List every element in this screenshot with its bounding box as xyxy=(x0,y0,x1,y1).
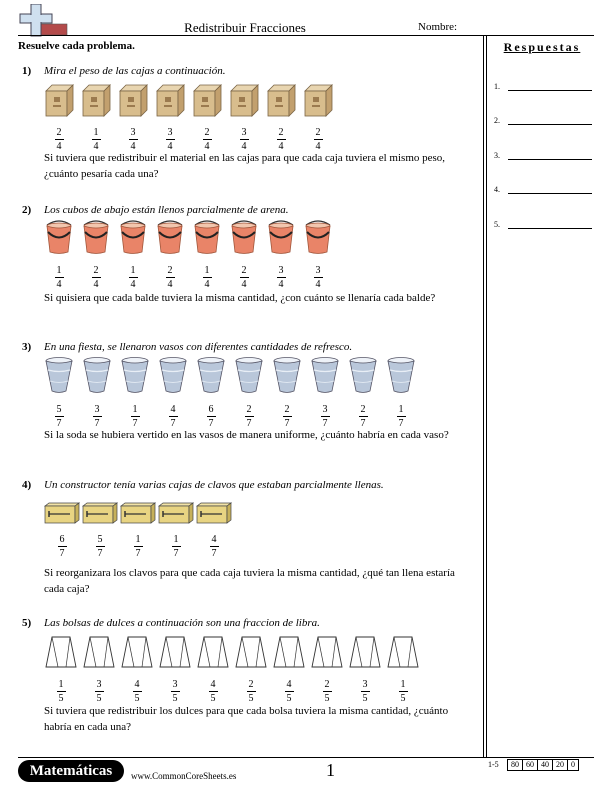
cup-icon xyxy=(82,356,112,399)
answer-label: 4. xyxy=(494,185,500,194)
bucket-icon xyxy=(266,219,296,260)
denominator: 7 xyxy=(173,548,179,559)
fraction-bar xyxy=(55,139,64,140)
fraction xyxy=(285,679,294,704)
numerator: 2 xyxy=(324,679,330,690)
cup-icon xyxy=(158,356,188,399)
numerator: 1 xyxy=(400,679,406,690)
denominator: 5 xyxy=(400,693,406,704)
item xyxy=(118,83,148,152)
numerator: 1 xyxy=(56,265,62,276)
item xyxy=(229,219,259,290)
fraction xyxy=(58,534,67,559)
numerator: 1 xyxy=(204,265,210,276)
item xyxy=(348,356,378,429)
denominator: 5 xyxy=(58,693,64,704)
denominator: 7 xyxy=(56,418,62,429)
answer-line-1[interactable] xyxy=(494,82,594,91)
problem-5-number: 5) xyxy=(22,617,32,629)
fraction xyxy=(55,265,64,290)
fraction-bar xyxy=(397,416,406,417)
cardboard-box-icon xyxy=(44,83,74,122)
item xyxy=(386,635,420,704)
item xyxy=(348,635,382,704)
item xyxy=(44,219,74,290)
cardboard-box-icon xyxy=(81,83,111,122)
item xyxy=(303,83,333,152)
numerator: 3 xyxy=(94,404,100,415)
denominator: 4 xyxy=(204,141,210,152)
fraction-bar xyxy=(134,546,143,547)
fraction xyxy=(166,265,175,290)
fraction xyxy=(129,127,138,152)
bucket-icon xyxy=(118,219,148,260)
fraction-bar xyxy=(55,416,64,417)
cup-icon xyxy=(386,356,416,399)
fraction-bar xyxy=(171,691,180,692)
numerator: 3 xyxy=(130,127,136,138)
fraction xyxy=(169,404,178,429)
item xyxy=(158,356,188,429)
numerator: 2 xyxy=(284,404,290,415)
cup-icon xyxy=(310,356,340,399)
candy-bag-icon xyxy=(310,635,344,674)
numerator: 2 xyxy=(93,265,99,276)
fraction xyxy=(171,679,180,704)
numerator: 2 xyxy=(246,404,252,415)
problem-5-question: Si tuviera que redistribuir los dulces para que cada bolsa tuviera la misma cantidad, ¿cuánto habría en cada una? xyxy=(44,705,449,733)
item xyxy=(155,219,185,290)
item xyxy=(196,635,230,704)
footer-divider xyxy=(18,757,594,758)
fraction-bar xyxy=(210,546,219,547)
fraction xyxy=(245,404,254,429)
answer-line-2[interactable] xyxy=(494,116,594,125)
denominator: 4 xyxy=(241,279,247,290)
fraction xyxy=(203,265,212,290)
fraction xyxy=(283,404,292,429)
item xyxy=(158,502,194,559)
fraction-bar xyxy=(96,546,105,547)
fraction-bar xyxy=(240,277,249,278)
item xyxy=(82,356,112,429)
fraction xyxy=(92,127,101,152)
nail-box-icon xyxy=(158,502,194,529)
numerator: 1 xyxy=(58,679,64,690)
fraction xyxy=(55,404,64,429)
answer-line-3[interactable] xyxy=(494,151,594,160)
subject-badge: Matemáticas xyxy=(18,760,124,782)
candy-bag-icon xyxy=(82,635,116,674)
problem-4-question: Si reorganizara los clavos para que cada caja tuviera la misma cantidad, ¿qué tan llena estaría cada caja? xyxy=(44,567,455,595)
denominator: 4 xyxy=(204,279,210,290)
numerator: 4 xyxy=(134,679,140,690)
numerator: 4 xyxy=(170,404,176,415)
problem-4-number: 4) xyxy=(22,479,32,491)
item xyxy=(272,635,306,704)
fraction-bar xyxy=(247,691,256,692)
item xyxy=(120,502,156,559)
denominator: 7 xyxy=(360,418,366,429)
fraction-bar xyxy=(95,691,104,692)
fraction xyxy=(93,404,102,429)
score-boxes xyxy=(508,759,579,771)
candy-bag-icon xyxy=(272,635,306,674)
answer-column-divider-inner xyxy=(486,35,487,757)
candy-bag-icon xyxy=(158,635,192,674)
numerator: 2 xyxy=(248,679,254,690)
denominator: 5 xyxy=(248,693,254,704)
denominator: 4 xyxy=(315,141,321,152)
denominator: 4 xyxy=(130,279,136,290)
item xyxy=(229,83,259,152)
problem-5-items xyxy=(44,635,424,704)
problem-2-number: 2) xyxy=(22,204,32,216)
numerator: 2 xyxy=(278,127,284,138)
answer-label: 2. xyxy=(494,116,500,125)
fraction-bar xyxy=(203,277,212,278)
numerator: 1 xyxy=(173,534,179,545)
site-url: www.CommonCoreSheets.es xyxy=(131,771,237,781)
item xyxy=(310,635,344,704)
fraction xyxy=(210,534,219,559)
numerator: 1 xyxy=(132,404,138,415)
cardboard-box-icon xyxy=(155,83,185,122)
fraction xyxy=(277,265,286,290)
cup-icon xyxy=(272,356,302,399)
score-box: 80 xyxy=(507,759,523,771)
denominator: 7 xyxy=(135,548,141,559)
fraction xyxy=(95,679,104,704)
problem-4-items xyxy=(44,502,234,559)
cardboard-box-icon xyxy=(192,83,222,122)
numerator: 3 xyxy=(172,679,178,690)
fraction-bar xyxy=(285,691,294,692)
item xyxy=(266,219,296,290)
score-range: 1-5 xyxy=(488,760,499,769)
cardboard-box-icon xyxy=(229,83,259,122)
fraction-bar xyxy=(131,416,140,417)
bucket-icon xyxy=(303,219,333,260)
fraction-bar xyxy=(203,139,212,140)
denominator: 7 xyxy=(97,548,103,559)
score-box: 0 xyxy=(567,759,579,771)
cardboard-box-icon xyxy=(266,83,296,122)
fraction-bar xyxy=(240,139,249,140)
numerator: 6 xyxy=(208,404,214,415)
fraction-bar xyxy=(129,139,138,140)
problem-3-items xyxy=(44,356,424,429)
answers-title: Respuestas xyxy=(503,40,581,54)
fraction-bar xyxy=(58,546,67,547)
item xyxy=(155,83,185,152)
item xyxy=(234,635,268,704)
numerator: 2 xyxy=(360,404,366,415)
answer-label: 3. xyxy=(494,151,500,160)
answer-line-5[interactable] xyxy=(494,220,594,229)
denominator: 4 xyxy=(278,279,284,290)
item xyxy=(118,219,148,290)
cup-icon xyxy=(348,356,378,399)
numerator: 4 xyxy=(286,679,292,690)
denominator: 4 xyxy=(56,141,62,152)
answer-label: 1. xyxy=(494,82,500,91)
numerator: 1 xyxy=(135,534,141,545)
fraction xyxy=(277,127,286,152)
denominator: 7 xyxy=(208,418,214,429)
fraction xyxy=(321,404,330,429)
fraction-bar xyxy=(133,691,142,692)
cardboard-box-icon xyxy=(303,83,333,122)
fraction xyxy=(131,404,140,429)
score-box: 20 xyxy=(552,759,568,771)
item xyxy=(81,219,111,290)
fraction-bar xyxy=(277,277,286,278)
numerator: 3 xyxy=(315,265,321,276)
page-number: 1 xyxy=(326,760,335,780)
numerator: 4 xyxy=(211,534,217,545)
fraction xyxy=(166,127,175,152)
denominator: 4 xyxy=(278,141,284,152)
numerator: 4 xyxy=(210,679,216,690)
answer-line-4[interactable] xyxy=(494,185,594,194)
item xyxy=(120,356,150,429)
problem-1-question: Si tuviera que redistribuir el material en las cajas para que cada caja tuviera el mismo peso, ¿cuánto pesaría cada una? xyxy=(44,152,446,180)
numerator: 3 xyxy=(322,404,328,415)
denominator: 5 xyxy=(134,693,140,704)
fraction xyxy=(55,127,64,152)
fraction xyxy=(314,127,323,152)
fraction xyxy=(133,679,142,704)
fraction-bar xyxy=(172,546,181,547)
fraction-bar xyxy=(359,416,368,417)
problem-3-question: Si la soda se hubiera vertido en las vasos de manera uniforme, ¿cuánto habría en cada vaso? xyxy=(44,429,449,441)
cup-icon xyxy=(120,356,150,399)
candy-bag-icon xyxy=(196,635,230,674)
numerator: 1 xyxy=(93,127,99,138)
numerator: 1 xyxy=(398,404,404,415)
fraction-bar xyxy=(129,277,138,278)
item xyxy=(44,356,74,429)
fraction-bar xyxy=(57,691,66,692)
fraction xyxy=(203,127,212,152)
fraction-bar xyxy=(92,277,101,278)
fraction xyxy=(207,404,216,429)
fraction xyxy=(323,679,332,704)
fraction-bar xyxy=(209,691,218,692)
denominator: 7 xyxy=(284,418,290,429)
denominator: 4 xyxy=(130,141,136,152)
problem-3-prompt: En una fiesta, se llenaron vasos con diferentes cantidades de refresco. xyxy=(44,341,353,353)
numerator: 2 xyxy=(204,127,210,138)
denominator: 7 xyxy=(398,418,404,429)
nail-box-icon xyxy=(44,502,80,529)
bucket-icon xyxy=(229,219,259,260)
item xyxy=(82,502,118,559)
fraction-bar xyxy=(314,139,323,140)
item xyxy=(192,83,222,152)
denominator: 4 xyxy=(93,279,99,290)
item xyxy=(266,83,296,152)
item xyxy=(120,635,154,704)
fraction xyxy=(172,534,181,559)
cup-icon xyxy=(234,356,264,399)
cup-icon xyxy=(44,356,74,399)
fraction xyxy=(240,127,249,152)
fraction xyxy=(247,679,256,704)
bucket-icon xyxy=(192,219,222,260)
fraction xyxy=(361,679,370,704)
header-divider xyxy=(18,35,594,36)
bucket-icon xyxy=(155,219,185,260)
item xyxy=(310,356,340,429)
fraction xyxy=(134,534,143,559)
problem-1-prompt: Mira el peso de las cajas a continuación. xyxy=(44,65,226,77)
denominator: 4 xyxy=(93,141,99,152)
numerator: 1 xyxy=(130,265,136,276)
problem-2-prompt: Los cubos de abajo están llenos parcialmente de arena. xyxy=(44,204,289,216)
numerator: 3 xyxy=(96,679,102,690)
page-title: Redistribuir Fracciones xyxy=(184,20,306,35)
fraction xyxy=(209,679,218,704)
fraction-bar xyxy=(399,691,408,692)
item xyxy=(44,635,78,704)
numerator: 5 xyxy=(56,404,62,415)
fraction xyxy=(240,265,249,290)
item xyxy=(44,502,80,559)
fraction-bar xyxy=(361,691,370,692)
fraction-bar xyxy=(166,277,175,278)
denominator: 7 xyxy=(211,548,217,559)
denominator: 4 xyxy=(167,141,173,152)
problem-3-number: 3) xyxy=(22,341,32,353)
numerator: 2 xyxy=(167,265,173,276)
item xyxy=(386,356,416,429)
problem-2-question: Si quisiera que cada balde tuviera la misma cantidad, ¿con cuánto se llenaría cada balde? xyxy=(44,292,436,304)
nail-box-icon xyxy=(82,502,118,529)
denominator: 7 xyxy=(246,418,252,429)
fraction-bar xyxy=(166,139,175,140)
instructions: Resuelve cada problema. xyxy=(18,40,135,52)
denominator: 4 xyxy=(56,279,62,290)
candy-bag-icon xyxy=(44,635,78,674)
denominator: 4 xyxy=(315,279,321,290)
numerator: 2 xyxy=(241,265,247,276)
denominator: 5 xyxy=(172,693,178,704)
fraction xyxy=(397,404,406,429)
bucket-icon xyxy=(44,219,74,260)
candy-bag-icon xyxy=(386,635,420,674)
score-box: 40 xyxy=(537,759,553,771)
fraction xyxy=(57,679,66,704)
answer-column-divider xyxy=(483,35,484,757)
numerator: 5 xyxy=(97,534,103,545)
fraction xyxy=(399,679,408,704)
item xyxy=(82,635,116,704)
fraction-bar xyxy=(55,277,64,278)
bucket-icon xyxy=(81,219,111,260)
numerator: 6 xyxy=(59,534,65,545)
problem-2-items xyxy=(44,219,340,290)
numerator: 3 xyxy=(278,265,284,276)
denominator: 4 xyxy=(167,279,173,290)
fraction-bar xyxy=(323,691,332,692)
fraction-bar xyxy=(169,416,178,417)
fraction-bar xyxy=(207,416,216,417)
nail-box-icon xyxy=(120,502,156,529)
item xyxy=(272,356,302,429)
item xyxy=(44,83,74,152)
denominator: 5 xyxy=(96,693,102,704)
item xyxy=(196,502,232,559)
item xyxy=(234,356,264,429)
item xyxy=(81,83,111,152)
denominator: 7 xyxy=(94,418,100,429)
numerator: 3 xyxy=(167,127,173,138)
plus-logo-icon xyxy=(18,4,68,38)
denominator: 7 xyxy=(59,548,65,559)
problem-1-items xyxy=(44,83,340,152)
denominator: 7 xyxy=(132,418,138,429)
fraction xyxy=(96,534,105,559)
denominator: 5 xyxy=(286,693,292,704)
numerator: 2 xyxy=(56,127,62,138)
fraction-bar xyxy=(321,416,330,417)
fraction-bar xyxy=(277,139,286,140)
item xyxy=(303,219,333,290)
denominator: 4 xyxy=(241,141,247,152)
denominator: 7 xyxy=(170,418,176,429)
fraction xyxy=(92,265,101,290)
problem-5-prompt: Las bolsas de dulces a continuación son una fraccion de libra. xyxy=(44,617,320,629)
item xyxy=(158,635,192,704)
candy-bag-icon xyxy=(348,635,382,674)
fraction xyxy=(359,404,368,429)
problem-4-prompt: Un constructor tenía varias cajas de clavos que estaban parcialmente llenas. xyxy=(44,479,384,491)
candy-bag-icon xyxy=(120,635,154,674)
numerator: 3 xyxy=(362,679,368,690)
denominator: 5 xyxy=(210,693,216,704)
fraction xyxy=(129,265,138,290)
fraction-bar xyxy=(92,139,101,140)
denominator: 5 xyxy=(324,693,330,704)
fraction-bar xyxy=(283,416,292,417)
score-box: 60 xyxy=(522,759,538,771)
fraction xyxy=(314,265,323,290)
name-label: Nombre: xyxy=(418,21,458,33)
cardboard-box-icon xyxy=(118,83,148,122)
fraction-bar xyxy=(93,416,102,417)
answer-label: 5. xyxy=(494,220,500,229)
fraction-bar xyxy=(314,277,323,278)
item xyxy=(196,356,226,429)
fraction-bar xyxy=(245,416,254,417)
candy-bag-icon xyxy=(234,635,268,674)
denominator: 7 xyxy=(322,418,328,429)
numerator: 2 xyxy=(315,127,321,138)
problem-1-number: 1) xyxy=(22,65,32,77)
nail-box-icon xyxy=(196,502,232,529)
denominator: 5 xyxy=(362,693,368,704)
item xyxy=(192,219,222,290)
cup-icon xyxy=(196,356,226,399)
numerator: 3 xyxy=(241,127,247,138)
